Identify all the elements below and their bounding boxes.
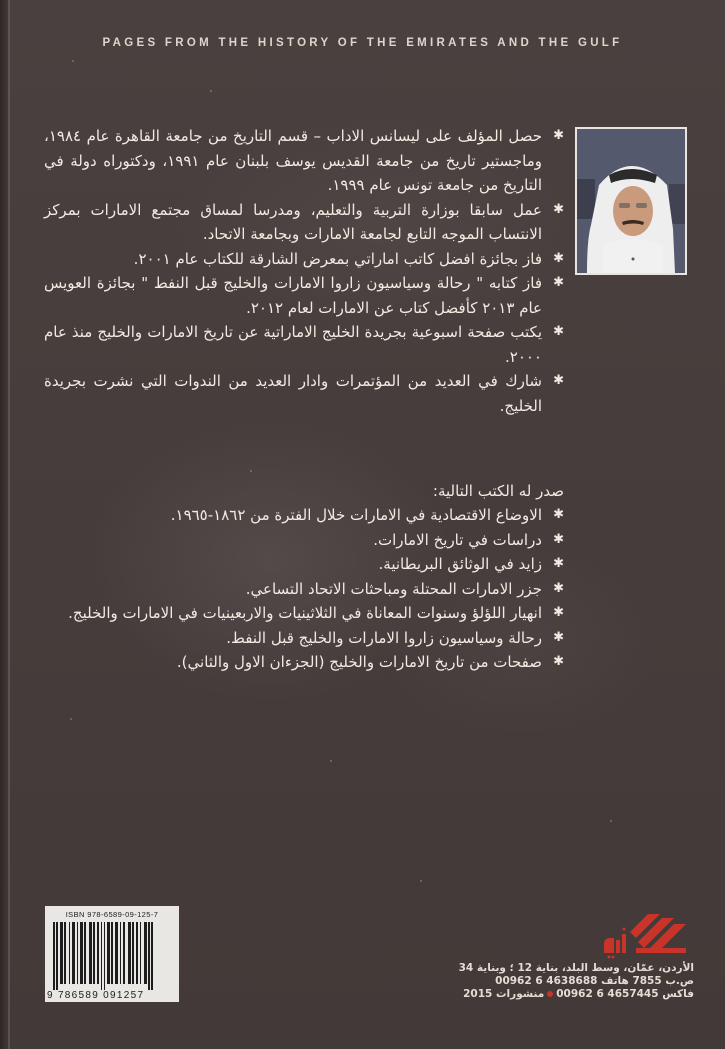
- isbn-barcode: [45, 906, 179, 1002]
- book-item: ✱ دراسات في تاريخ الامارات.: [44, 528, 564, 553]
- isbn-label: ISBN 978-6589-09-125-7: [65, 910, 159, 919]
- bio-item: ✱ فاز كتابه " رحالة وسياسيون زاروا الامارات والخليج قبل النفط " بجائزة العويس عام ٢٠١٣ كأفضل كتاب عن الامارات لعام ٢٠١٢.: [44, 271, 564, 320]
- publisher-edition: منشورات 2015: [463, 988, 545, 1000]
- texture-speck: [610, 820, 612, 822]
- bio-item: ✱ عمل سابقا بوزارة التربية والتعليم، ومدرسا لمساق مجتمع الامارات بمركز الانتساب الموجه التابع لجامعة الامارات وبجامعة الاتحاد.: [44, 198, 564, 247]
- bio-item: ✱ فاز بجائزة افضل كاتب اماراتي بمعرض الشارقة للكتاب عام ٢٠٠١.: [44, 247, 564, 272]
- books-list: [44, 503, 564, 675]
- book-item: ✱ صفحات من تاريخ الامارات والخليج (الجزءان الاول والثاني).: [44, 650, 564, 675]
- bullet-dot-icon: [547, 991, 553, 997]
- book-item: ✱ رحالة وسياسيون زاروا الامارات والخليج قبل النفط.: [44, 626, 564, 651]
- author-bio: [44, 124, 564, 418]
- texture-speck: [420, 880, 422, 882]
- author-portrait: [577, 129, 685, 273]
- series-title: PAGES FROM THE HISTORY OF THE EMIRATES AND THE GULF: [102, 37, 623, 49]
- book-item: ✱ جزر الامارات المحتلة ومباحثات الاتحاد التساعي.: [44, 577, 564, 602]
- bio-item: ✱ حصل المؤلف على ليسانس الاداب – قسم التاريخ من جامعة القاهرة عام ١٩٨٤، وماجستير تاريخ من جامعة القديس يوسف بلبنان عام ١٩٩١، ودكتوراه دولة في التاريخ من جامعة تونس عام ١٩٩٩.: [44, 124, 564, 198]
- bio-item: ✱ شارك في العديد من المؤتمرات وادار العديد من الندوات التي نشرت بجريدة الخليج.: [44, 369, 564, 418]
- texture-speck: [72, 60, 74, 62]
- publisher-fax-line: [463, 988, 694, 1001]
- publisher-address: الأردن، عمّان، وسط البلد، بناية 12 ؛ وبناية 34: [458, 962, 694, 974]
- texture-speck: [210, 90, 212, 92]
- barcode-bars: [53, 922, 171, 990]
- book-item: ✱ زايد في الوثائق البريطانية.: [44, 552, 564, 577]
- publisher-phone: ص.ب 7855 هاتف 4638688 6 00962: [495, 975, 694, 987]
- texture-speck: [330, 760, 332, 762]
- books-heading: صدر له الكتب التالية:: [432, 482, 564, 500]
- portrait-illustration: [577, 129, 685, 273]
- publisher-logo-icon: [600, 910, 690, 960]
- texture-speck: [250, 470, 252, 472]
- texture-speck: [70, 718, 72, 720]
- book-item: ✱ الاوضاع الاقتصادية في الامارات خلال الفترة من ١٨٦٢-١٩٦٥.: [44, 503, 564, 528]
- author-photo: [575, 127, 687, 275]
- publisher-fax: فاكس 4657445 6 00962: [556, 988, 694, 1000]
- publisher-logo: [600, 910, 690, 960]
- spine-crease: [8, 0, 10, 1049]
- book-item: ✱ انهيار اللؤلؤ وسنوات المعاناة في الثلاثينيات والاربعينيات في الامارات والخليج.: [44, 601, 564, 626]
- publisher-info: [458, 962, 694, 1001]
- isbn-digits: 9 786589 091257: [45, 990, 179, 1002]
- bio-item: ✱ يكتب صفحة اسبوعية بجريدة الخليج الاماراتية عن تاريخ الامارات والخليج منذ عام ٢٠٠٠.: [44, 320, 564, 369]
